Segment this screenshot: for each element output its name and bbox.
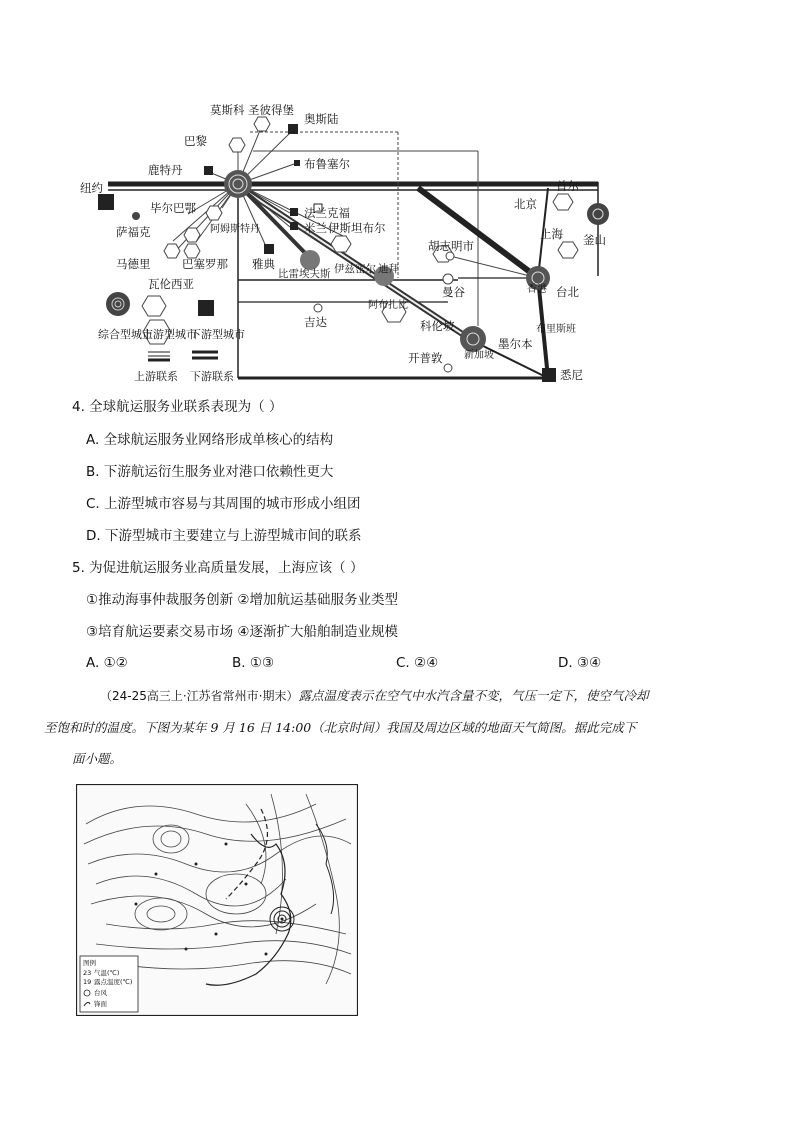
label-izmir: 伊兹密尔	[334, 263, 376, 275]
label-shanghai: 上海	[540, 227, 563, 241]
passage-paragraph	[44, 680, 720, 774]
question-5-option-c[interactable]: C. ②④	[396, 655, 439, 671]
question-5-stem: 5. 为促进航运服务业高质量发展，上海应该（ ）	[72, 560, 364, 576]
legend-number-top: 23	[83, 969, 92, 977]
label-piraeus: 比雷埃夫斯	[278, 268, 331, 280]
legend-typhoon: 台风	[94, 989, 107, 997]
label-newyork: 纽约	[80, 181, 103, 195]
label-hongkong: 香港	[527, 284, 547, 295]
label-madrid: 马德里	[116, 257, 151, 271]
label-istanbul: 伊斯坦布尔	[328, 221, 386, 235]
weather-map	[76, 784, 358, 1016]
label-abudhabi: 阿布扎比	[368, 300, 408, 311]
label-amsterdam: 阿姆斯特丹	[210, 224, 260, 235]
question-5-option-d[interactable]: D. ③④	[558, 655, 602, 671]
legend-upstream: 上游型城市	[142, 328, 197, 341]
question-5-option-b[interactable]: B. ①③	[232, 655, 275, 671]
label-singapore: 新加坡	[464, 350, 494, 361]
label-hochiminh: 胡志明市	[428, 239, 474, 253]
label-rotterdam: 鹿特丹	[148, 163, 183, 177]
integrated-city-marker	[224, 170, 252, 198]
legend-up-link: 上游联系	[134, 370, 178, 383]
label-moscow: 莫斯科	[210, 103, 245, 117]
label-suffolk: 萨福克	[116, 225, 151, 239]
passage-line-1: 露点温度表示在空气中水汽含量不变，气压一定下，使空气冷却	[298, 688, 649, 703]
legend-downstream: 下游型城市	[190, 328, 245, 341]
label-brussels: 布鲁塞尔	[304, 157, 350, 171]
question-5-option-a[interactable]: A. ①②	[86, 655, 128, 671]
legend-integrated: 综合型城市	[98, 328, 153, 341]
label-colombo: 科伦坡	[420, 319, 455, 333]
label-taipei: 台北	[556, 285, 579, 299]
label-paris: 巴黎	[184, 134, 207, 148]
legend-down-link: 下游联系	[190, 370, 234, 383]
passage-line-2: 至饱和时的温度。下图为某年 9 月 16 日 14:00（北京时间）我国及周边区域的地面天气简图。据此完成下	[44, 720, 637, 735]
question-5-options	[86, 655, 686, 673]
label-bilbao: 毕尔巴鄂	[150, 201, 196, 215]
question-4-option-c[interactable]: C. 上游型城市容易与其周围的城市形成小组团	[86, 496, 361, 512]
label-bangkok: 曼谷	[442, 285, 465, 299]
label-busan: 釜山	[583, 233, 606, 247]
label-oslo: 奥斯陆	[304, 112, 339, 126]
legend-number-bottom: 19	[83, 978, 92, 986]
label-seoul: 首尔	[556, 179, 579, 193]
typhoon-icon	[270, 907, 294, 931]
question-5-items-1: ①推动海事仲裁服务创新 ②增加航运基础服务业类型	[86, 592, 398, 608]
label-athens: 雅典	[252, 257, 275, 271]
legend-dewpoint: 露点温度(℃)	[94, 978, 133, 986]
question-4-option-d[interactable]: D. 下游型城市主要建立与上游型城市间的联系	[86, 528, 362, 544]
label-valencia: 瓦伦西亚	[148, 277, 194, 291]
passage-source: （24-25高三上·江苏省常州市·期末）	[100, 689, 299, 703]
legend-temperature: 气温(℃)	[94, 969, 120, 977]
label-beijing: 北京	[514, 197, 537, 211]
label-milan: 米兰	[304, 221, 327, 235]
shipping-network-diagram	[78, 96, 614, 388]
question-5-items-2: ③培育航运要素交易市场 ④逐渐扩大船舶制造业规模	[86, 624, 398, 640]
question-4-option-b[interactable]: B. 下游航运衍生服务业对港口依赖性更大	[86, 464, 334, 480]
label-barcelona: 巴塞罗那	[182, 257, 228, 271]
label-melbourne: 墨尔本	[498, 337, 533, 351]
passage-line-3: 面小题。	[72, 751, 123, 766]
label-spb: 圣彼得堡	[248, 103, 294, 117]
label-frankfurt: 法兰克福	[304, 206, 350, 220]
label-brisbane: 布里斯班	[536, 324, 576, 335]
legend-front: 锋面	[94, 1000, 107, 1008]
label-sydney: 悉尼	[560, 368, 583, 382]
label-jeddah: 吉达	[304, 315, 327, 329]
label-dubai: 迪拜	[378, 263, 399, 275]
label-capetown: 开普敦	[408, 351, 443, 365]
legend-title: 图例	[83, 959, 96, 967]
question-4-option-a[interactable]: A. 全球航运服务业网络形成单核心的结构	[86, 432, 334, 448]
question-4-stem: 4. 全球航运服务业联系表现为（ ）	[72, 399, 283, 415]
